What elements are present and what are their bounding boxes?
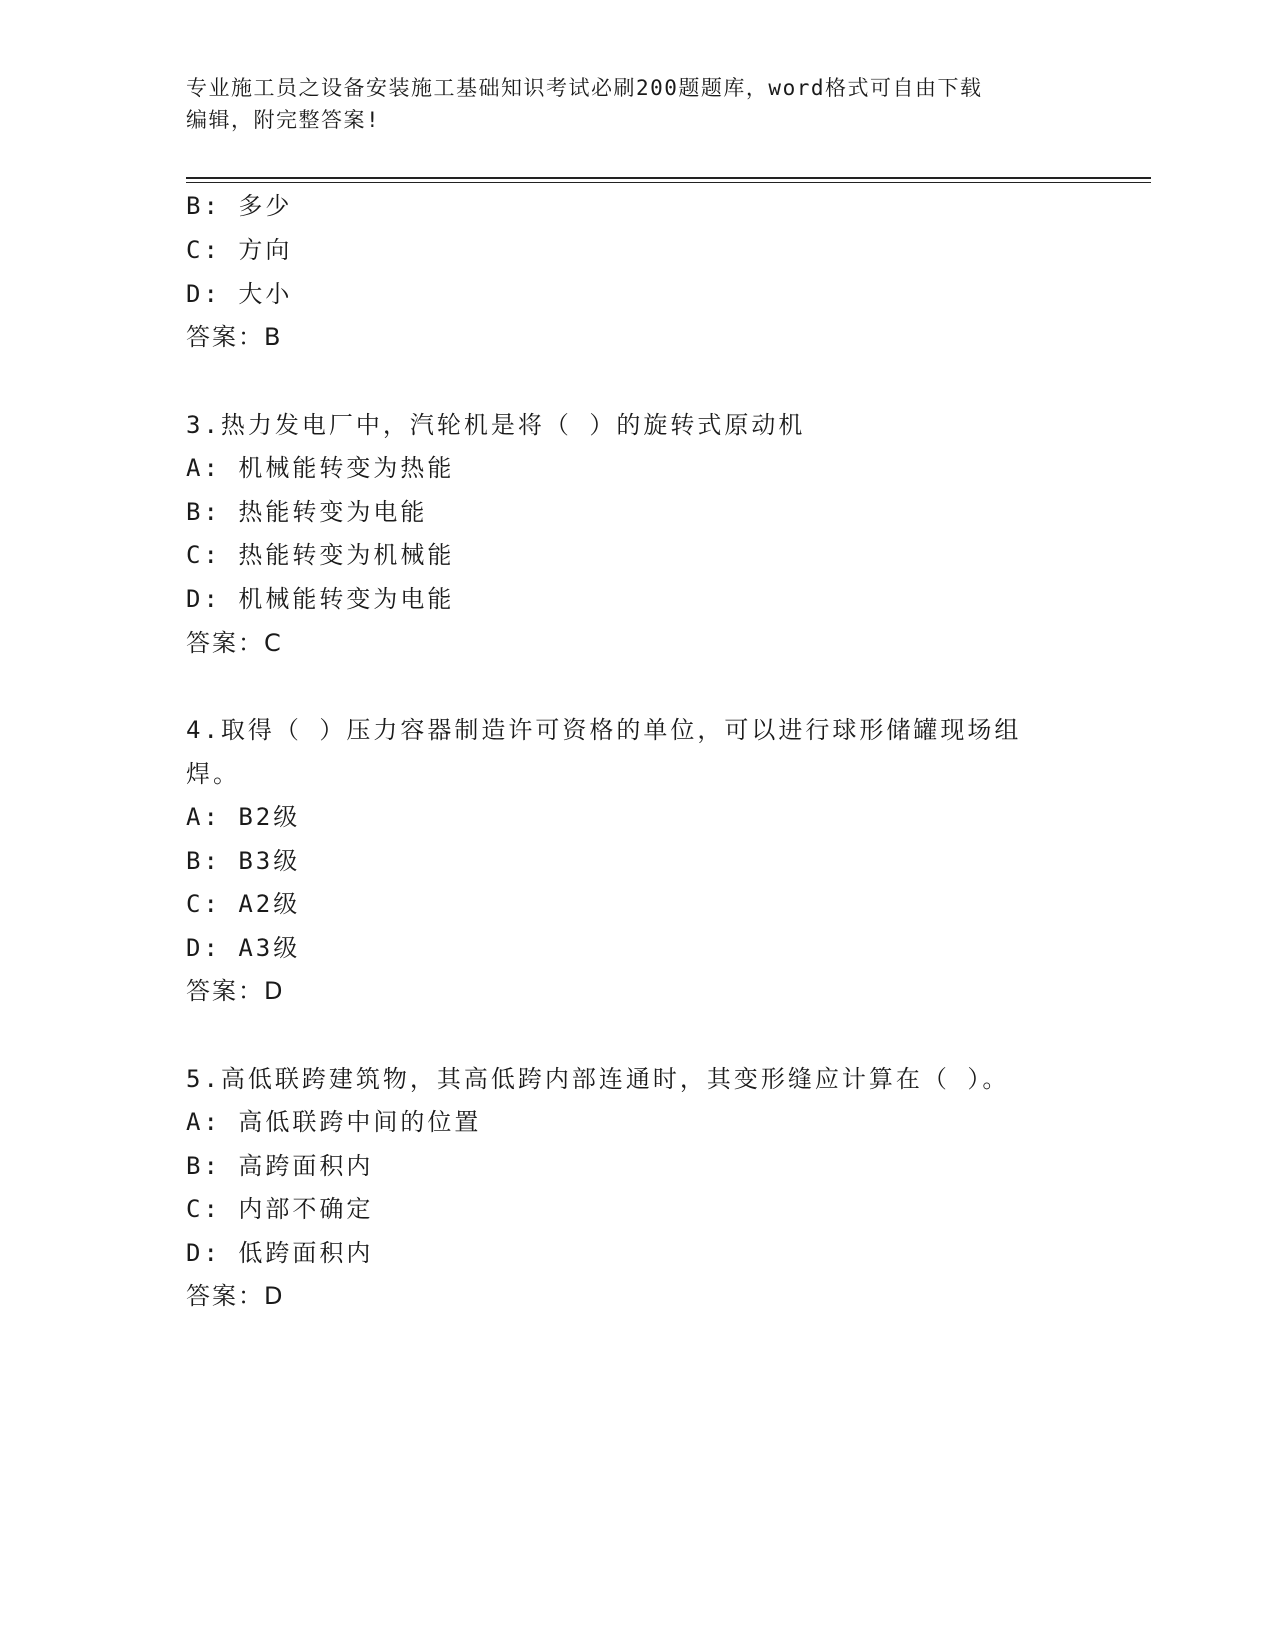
q5-question: 5.高低联跨建筑物，其高低跨内部连通时，其变形缝应计算在（ ）。 xyxy=(186,1065,1010,1093)
q3-option-b: B: 热能转变为电能 xyxy=(186,498,428,526)
q5-option-b: B: 高跨面积内 xyxy=(186,1152,374,1180)
header-divider-thin xyxy=(186,182,1151,183)
header-divider-thick xyxy=(186,177,1151,179)
q2-answer: 答案：B xyxy=(186,323,283,351)
q2-option-c: C: 方向 xyxy=(186,236,293,264)
q4-option-d: D: A3级 xyxy=(186,934,301,962)
q3-answer: 答案：C xyxy=(186,629,283,657)
q4-question-line-1: 4.取得（ ）压力容器制造许可资格的单位，可以进行球形储罐现场组 xyxy=(186,716,1022,744)
header-title-line-2: 编辑，附完整答案! xyxy=(186,108,381,132)
q4-question-line-2: 焊。 xyxy=(186,760,240,788)
q2-option-b: B: 多少 xyxy=(186,192,293,220)
q4-option-a: A: B2级 xyxy=(186,803,301,831)
q5-option-d: D: 低跨面积内 xyxy=(186,1239,374,1267)
q2-option-d: D: 大小 xyxy=(186,280,293,308)
document-header xyxy=(186,72,1066,136)
q3-option-c: C: 热能转变为机械能 xyxy=(186,541,455,569)
q3-question: 3.热力发电厂中，汽轮机是将（ ）的旋转式原动机 xyxy=(186,411,806,439)
q4-answer: 答案：D xyxy=(186,977,285,1005)
q5-option-a: A: 高低联跨中间的位置 xyxy=(186,1108,482,1136)
q3-option-a: A: 机械能转变为热能 xyxy=(186,454,455,482)
q5-answer: 答案：D xyxy=(186,1282,285,1310)
q4-option-c: C: A2级 xyxy=(186,890,301,918)
q5-option-c: C: 内部不确定 xyxy=(186,1195,374,1223)
q3-option-d: D: 机械能转变为电能 xyxy=(186,585,455,613)
header-title-line-1: 专业施工员之设备安装施工基础知识考试必刷200题题库，word格式可自由下载 xyxy=(186,76,983,100)
q4-option-b: B: B3级 xyxy=(186,847,301,875)
